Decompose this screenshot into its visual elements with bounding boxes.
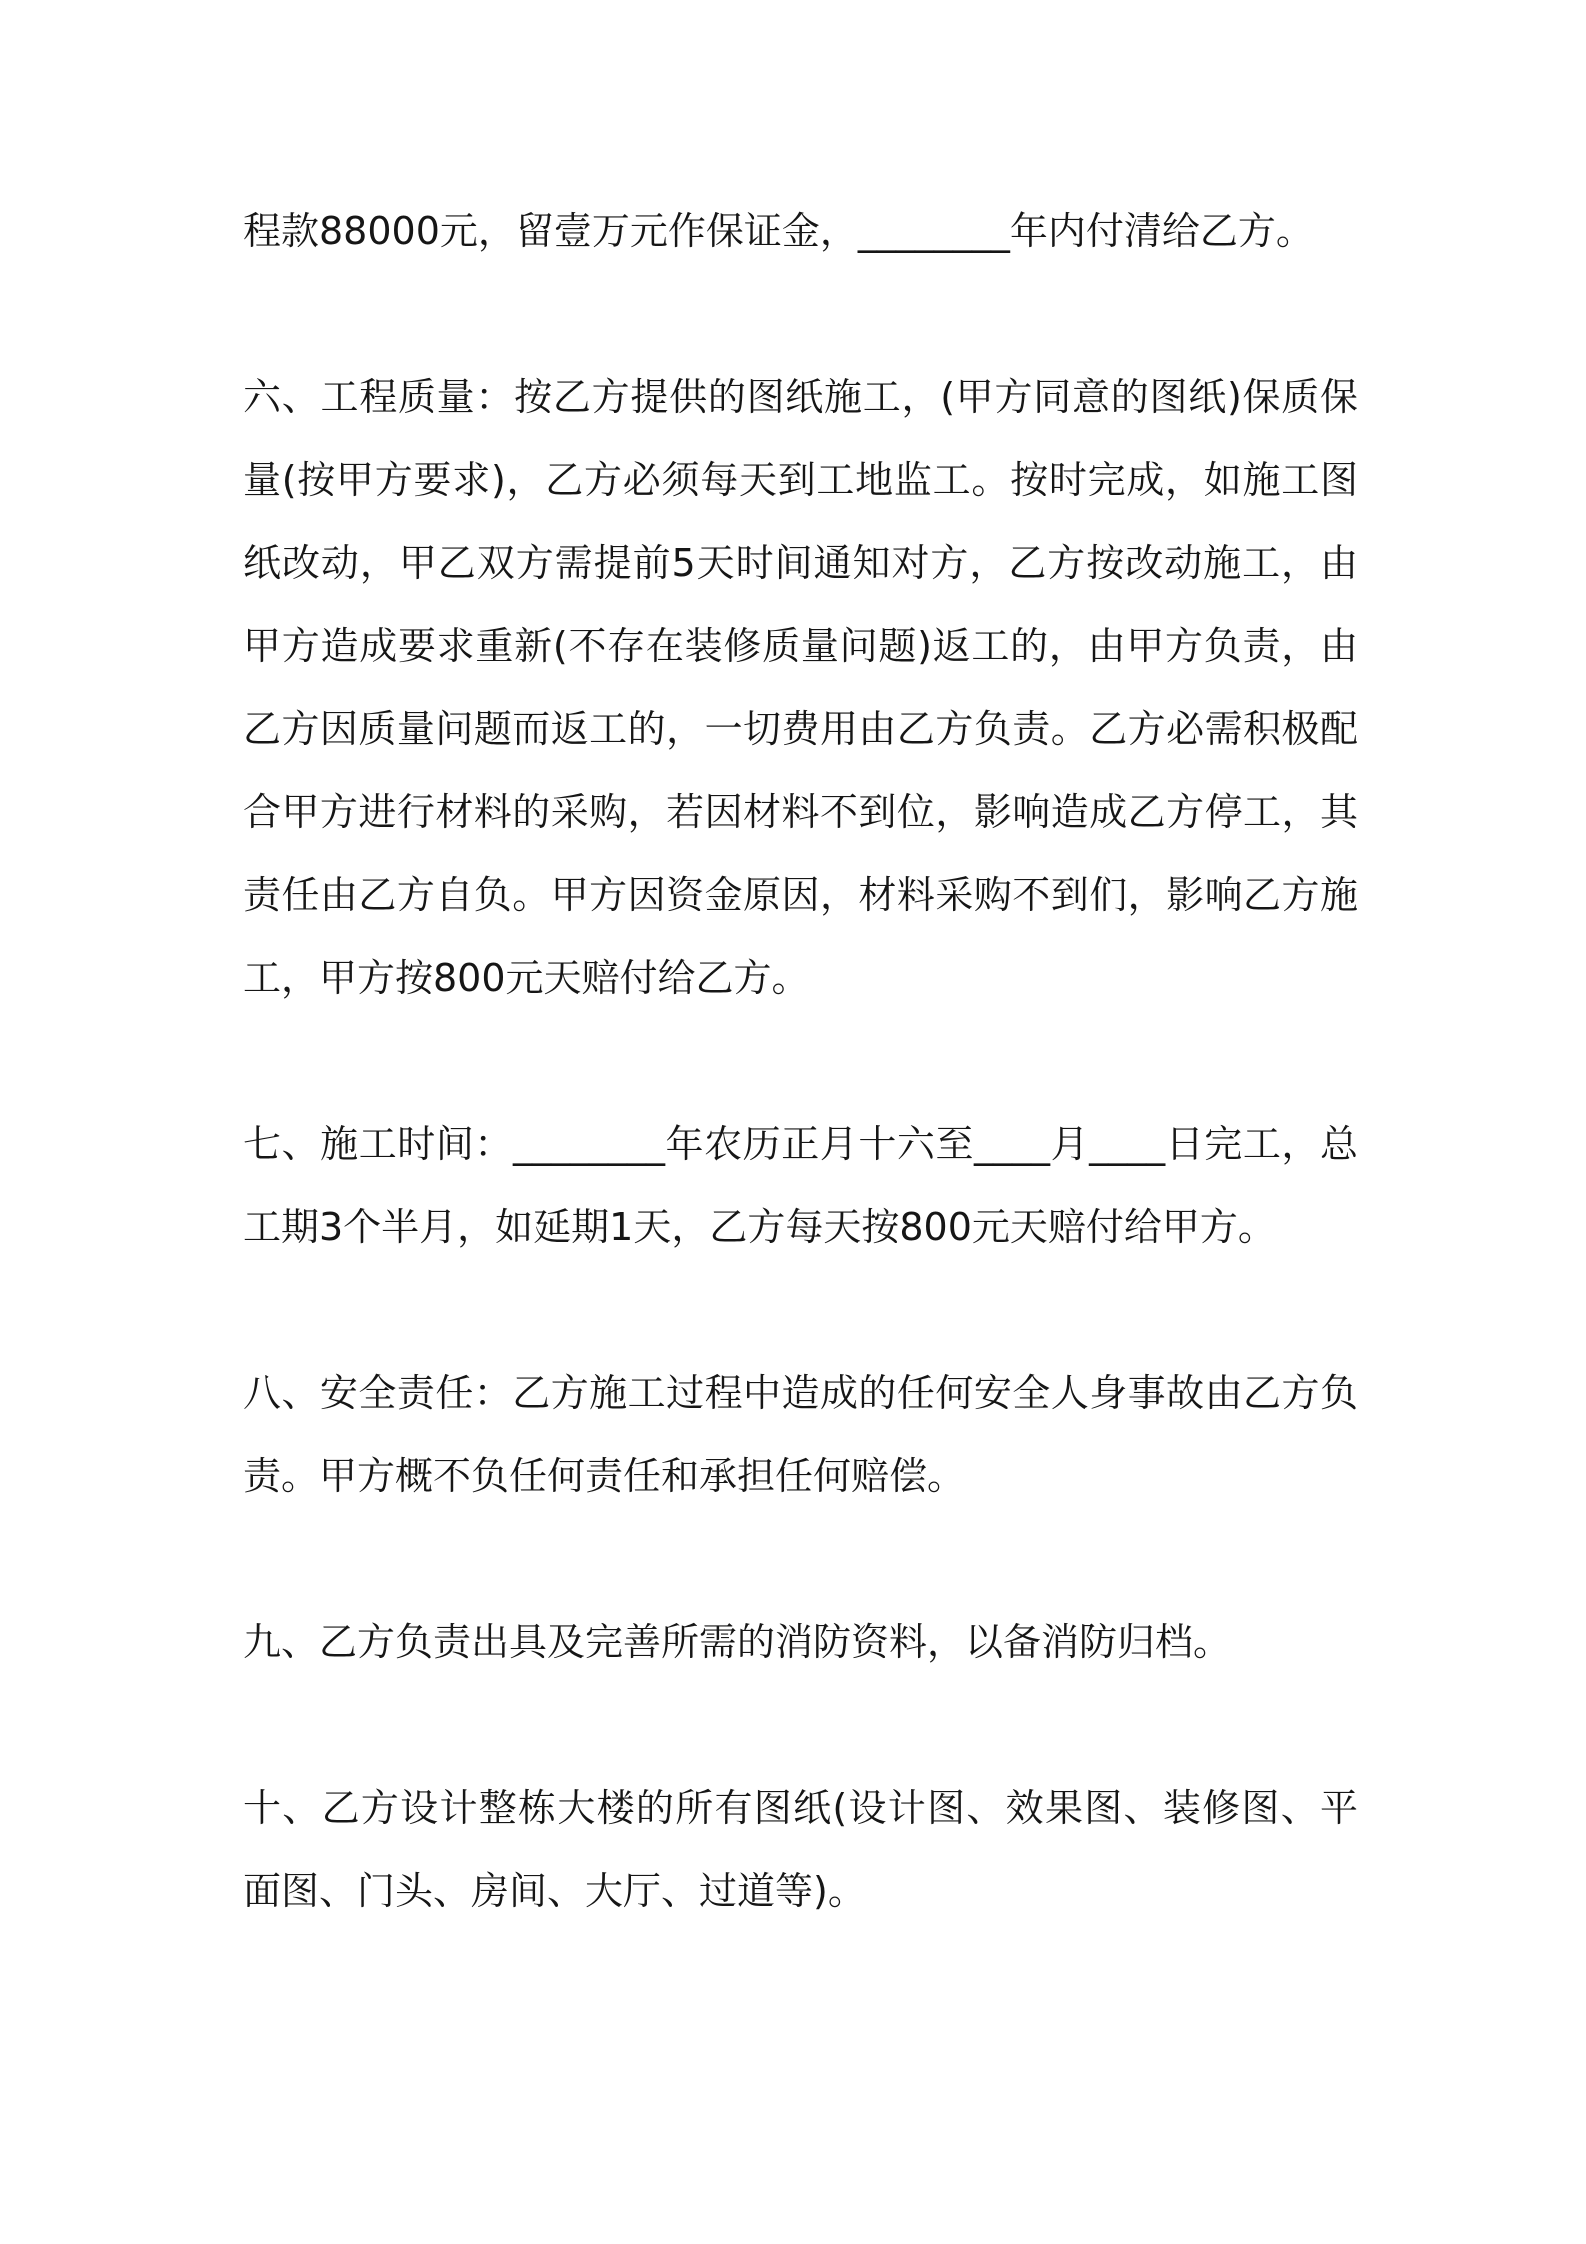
clause-6-quality: 六、工程质量：按乙方提供的图纸施工，(甲方同意的图纸)保质保量(按甲方要求)，乙方必须每天到工地监工。按时完成，如施工图纸改动，甲乙双方需提前5天时间通知对方，乙方按改动施工，由甲方造成要求重新(不存在装修质量问题)返工的，由甲方负责，由乙方因质量问题而返工的，一切费用由乙方负责。乙方必需积极配合甲方进行材料的采购，若因材料不到位，影响造成乙方停工，其责任由乙方自负。甲方因资金原因，材料采购不到们，影响乙方施工，甲方按800元天赔付给乙方。 [243,375,1358,1000]
paragraph-gap [243,1684,1358,1767]
paragraph-gap [243,1518,1358,1601]
clause-7-schedule: 七、施工时间：________年农历正月十六至____月____日完工，总工期3个半月，如延期1天，乙方每天按800元天赔付给甲方。 [243,1122,1358,1249]
payment-clause-continuation: 程款88000元，留壹万元作保证金，________年内付清给乙方。 [243,209,1314,253]
clause-9-fire-documents: 九、乙方负责出具及完善所需的消防资料，以备消防归档。 [243,1620,1232,1664]
document-page [243,190,1358,1933]
clause-10-drawings: 十、乙方设计整栋大楼的所有图纸(设计图、效果图、装修图、平面图、门头、房间、大厅、过道等)。 [243,1786,1358,1913]
paragraph-gap [243,1269,1358,1352]
paragraph-gap [243,273,1358,356]
paragraph-gap [243,1020,1358,1103]
clause-8-safety: 八、安全责任：乙方施工过程中造成的任何安全人身事故由乙方负责。甲方概不负任何责任和承担任何赔偿。 [243,1371,1358,1498]
